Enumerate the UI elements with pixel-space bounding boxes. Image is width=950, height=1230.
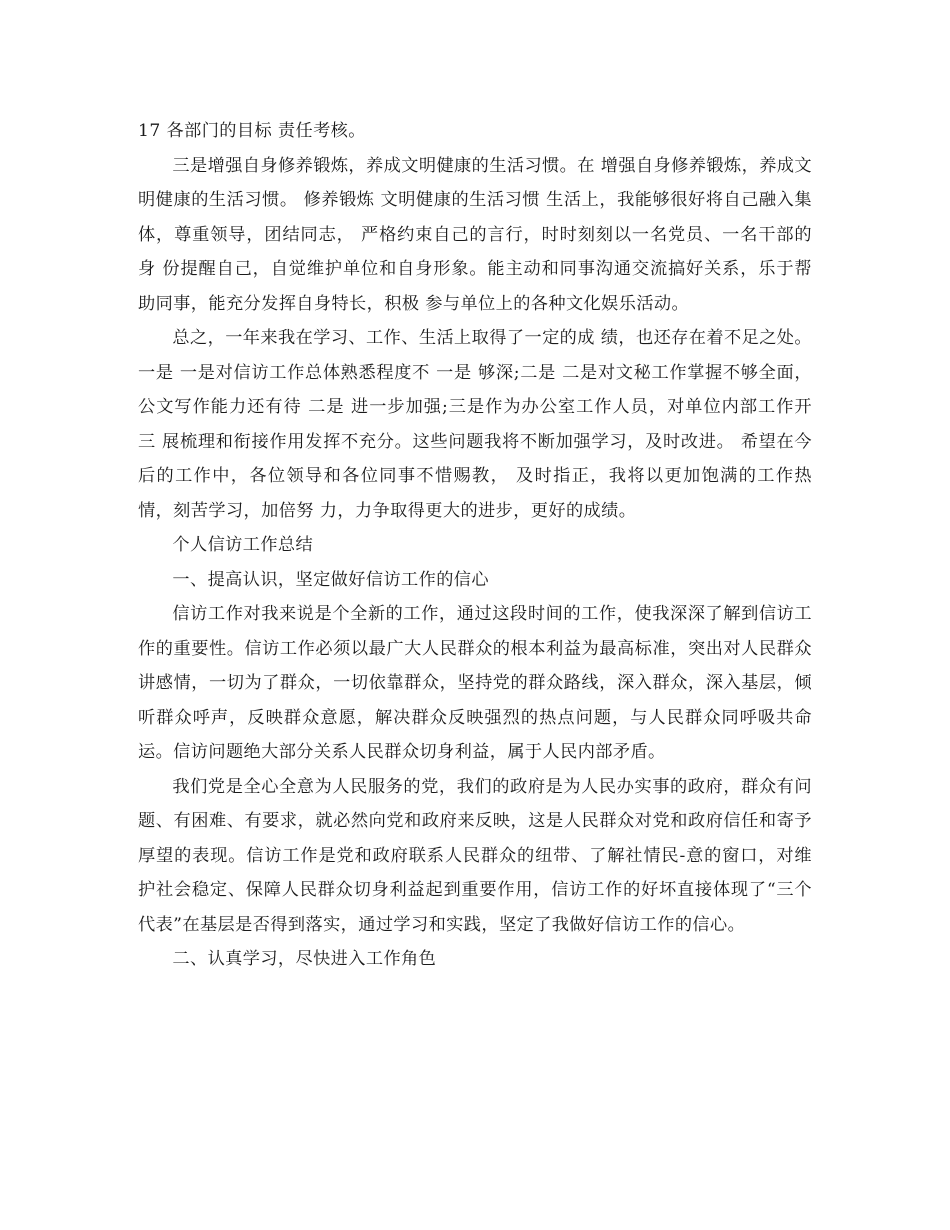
section-title: 个人信访工作总结 <box>172 535 314 555</box>
heading-one: 一、提高认识，坚定做好信访工作的信心 <box>172 569 489 590</box>
paragraph-party-service: 我们党是全心全意为人民服务的党，我们的政府是为人民办实事的政府，群众有问题、有困难、有要求，就必然向党和政府来反映，这是人民群众对党和政府信任和寄予厚望的表现。信访工作是党和政府联系人民群众的纽带、了解社情民-意的窗口，对维护社会稳定、保障人民群众切身利益起到重要作用，信访工作的好坏直接体现了“三个代表”在基层是否得到落实，通过学习和实践，坚定了我做好信访工作的信心。 <box>138 776 812 935</box>
paragraph-summary: 总之，一年来我在学习、工作、生活上取得了一定的成 绩，也还存在着不足之处。一是 一是对信访工作总体熟悉程度不 一是 够深;二是 二是对文秘工作掌握不够全面，公文写作能力还有待 二是 进一步加强;三是作为办公室工作人员，对单位内部工作开 三 展梳理和衔接作用发挥不充分。这些问题我将不断加强学习，及时改进。 希望在今后的工作中，各位领导和各位同事不惜赐教， 及时指正，我将以更加饱满的工作热情，刻苦学习，加倍努 力，力争取得更大的进步，更好的成绩。 <box>138 328 812 521</box>
paragraph-petition-importance: 信访工作对我来说是个全新的工作，通过这段时间的工作，使我深深了解到信访工作的重要性。信访工作必须以最广大人民群众的根本利益为最高标准，突出对人民群众讲感情，一切为了群众，一切依靠群众，坚持党的群众路线，深入群众，深入基层，倾听群众呼声，反映群众意愿，解决群众反映强烈的热点问题，与人民群众同呼吸共命运。信访问题绝大部分关系人民群众切身利益，属于人民内部矛盾。 <box>138 604 812 762</box>
document-body <box>138 114 812 977</box>
paragraph-continuation: 17 各部门的目标 责任考核。 <box>138 121 366 141</box>
heading-two: 二、认真学习，尽快进入工作角色 <box>172 949 437 969</box>
paragraph-self-cultivation: 三是增强自身修养锻炼，养成文明健康的生活习惯。在 增强自身修养锻炼，养成文明健康的生活习惯。 修养锻炼 文明健康的生活习惯 生活上，我能够很好将自己融入集体，尊重领导，团结同志， 严格约束自己的言行，时时刻刻以一名党员、一名干部的身 份提醒自己，自觉维护单位和自身形象。能主动和同事沟通交流搞好关系，乐于帮助同事，能充分发挥自身特长，积极 参与单位上的各种文化娱乐活动。 <box>138 155 812 314</box>
